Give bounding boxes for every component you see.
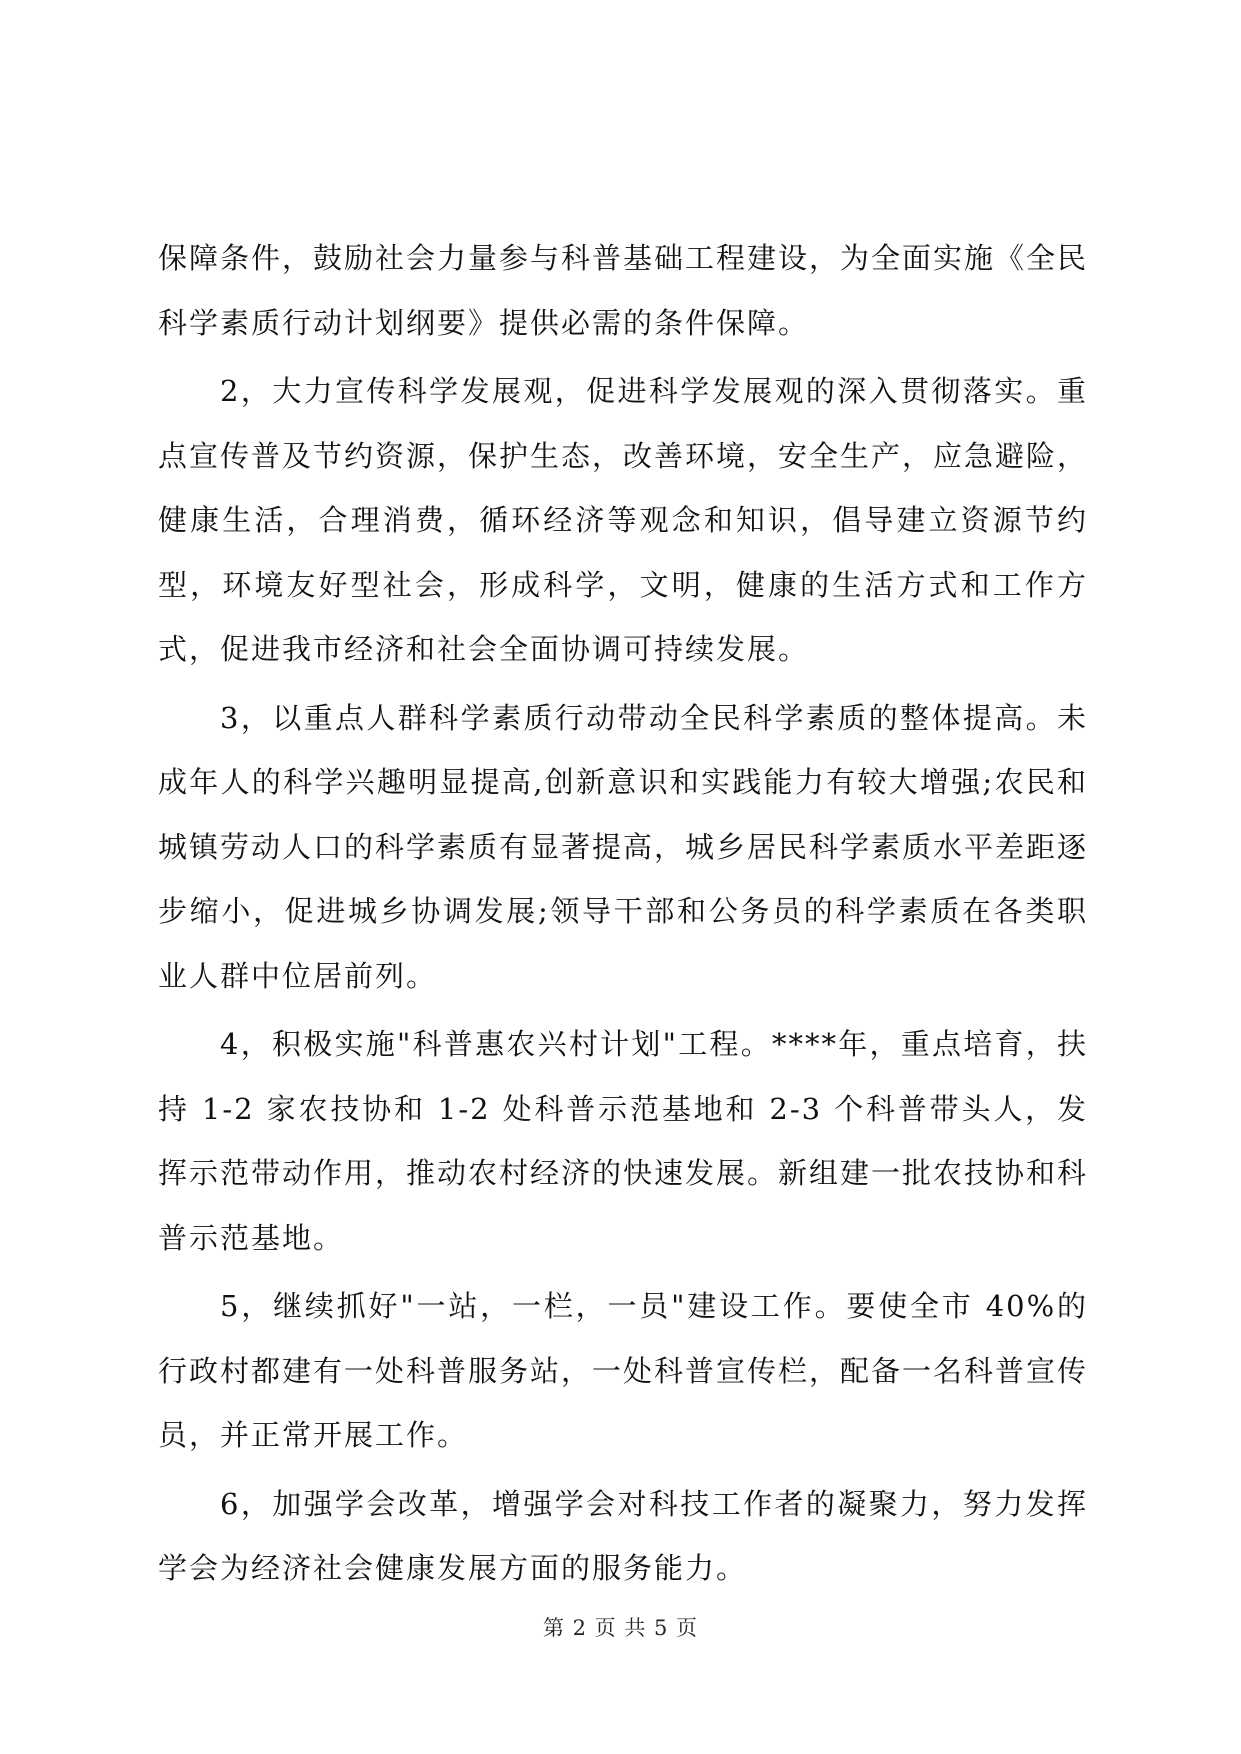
- page-footer: 第 2 页 共 5 页: [542, 1616, 699, 1640]
- paragraph-item-2: 2，大力宣传科学发展观，促进科学发展观的深入贯彻落实。重点宣传普及节约资源，保护生态，改善环境，安全生产，应急避险，健康生活，合理消费，循环经济等观念和知识，倡导建立资源节约型，环境友好型社会，形成科学，文明，健康的生活方式和工作方式，促进我市经济和社会全面协调可持续发展。: [158, 374, 1089, 666]
- paragraph-item-5: 5，继续抓好"一站，一栏，一员"建设工作。要使全市 40%的行政村都建有一处科普服务站，一处科普宣传栏，配备一名科普宣传员，并正常开展工作。: [158, 1289, 1089, 1452]
- paragraph-item-3: 3，以重点人群科学素质行动带动全民科学素质的整体提高。未成年人的科学兴趣明显提高,创新意识和实践能力有较大增强;农民和城镇劳动人口的科学素质有显著提高，城乡居民科学素质水平差距逐步缩小，促进城乡协调发展;领导干部和公务员的科学素质在各类职业人群中位居前列。: [158, 700, 1089, 993]
- paragraph-item-4: 4，积极实施"科普惠农兴村计划"工程。****年，重点培育，扶持 1-2 家农技协和 1-2 处科普示范基地和 2-3 个科普带头人，发挥示范带动作用，推动农村经济的快速发展。新组建一批农技协和科普示范基地。: [158, 1027, 1089, 1255]
- document-body: [158, 226, 1088, 1605]
- paragraph-continuation: 保障条件，鼓励社会力量参与科普基础工程建设，为全面实施《全民科学素质行动计划纲要》提供必需的条件保障。: [158, 241, 1089, 340]
- paragraph-item-6: 6，加强学会改革，增强学会对科技工作者的凝聚力，努力发挥学会为经济社会健康发展方面的服务能力。: [158, 1486, 1088, 1585]
